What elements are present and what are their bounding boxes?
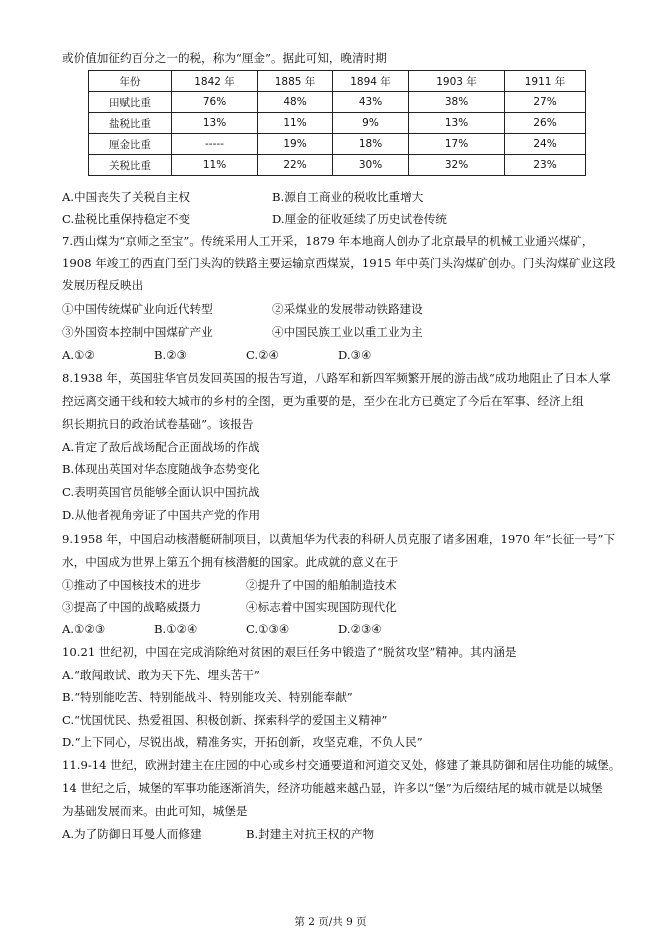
table-cell: 厘金比重 <box>89 134 172 155</box>
table-row <box>89 155 586 176</box>
q7-statement-3: ③外国资本控制中国煤矿产业 <box>62 325 213 339</box>
table-cell: 19% <box>258 134 333 155</box>
table-cell: 田赋比重 <box>89 92 172 113</box>
q9-option-a: A.①②③ <box>62 622 106 636</box>
q11-stem-line2: 14 世纪之后，城堡的军事功能逐渐消失，经济功能越来越凸显，许多以“堡”为后缀结尾的城市就是以城堡 <box>62 781 603 795</box>
table-cell: 盐税比重 <box>89 113 172 134</box>
intro-text: 或价值加征约百分之一的税，称为“厘金”。据此可知，晚清时期 <box>62 51 387 65</box>
q8-stem-line1: 8.1938 年，英国驻华官员发回英国的报告写道，八路军和新四军频繁开展的游击战“成功地阻止了日本人掌 <box>62 371 611 385</box>
table-cell: 17% <box>409 134 505 155</box>
q11-option-a: A.为了防御日耳曼人而修建 <box>62 827 202 841</box>
q11-stem-line1: 11.9-14 世纪，欧洲封建主在庄园的中心或乡村交通要道和河道交叉处，修建了兼具防御和居住功能的城堡。 <box>62 758 621 772</box>
q8-option-b: B.体现出英国对华态度随战争态势变化 <box>62 462 260 476</box>
q10-option-a: A.“敢闯敢试、敢为天下先、埋头苦干” <box>62 668 260 682</box>
q7-option-b: B.②③ <box>154 348 187 362</box>
q7-stem-line1: 7.西山煤为“京师之至宝”。传统采用人工开采，1879 年本地商人创办了北京最早的机械工业通兴煤矿， <box>62 234 594 248</box>
table-cell: 18% <box>333 134 409 155</box>
q8-option-d: D.从他者视角旁证了中国共产党的作用 <box>62 508 261 522</box>
table-header-cell: 1903 年 <box>409 71 505 92</box>
q9-option-c: C.①③④ <box>246 622 290 636</box>
q8-option-c: C.表明英国官员能够全面认识中国抗战 <box>62 485 260 499</box>
table-cell: 22% <box>258 155 333 176</box>
q10-option-c: C.“忧国忧民、热爱祖国、积极创新、探索科学的爱国主义精神” <box>62 713 388 727</box>
table-header-cell: 1894 年 <box>333 71 409 92</box>
table-cell: 13% <box>172 113 258 134</box>
table-cell: 9% <box>333 113 409 134</box>
q9-option-d: D.②③④ <box>338 622 382 636</box>
q8-stem-line2: 控远离交通干线和较大城市的乡村的全图，更为重要的是，至少在北方已奠定了今后在军事、经济上组 <box>62 394 584 408</box>
table-cell: ----- <box>172 134 258 155</box>
q7-option-d: D.③④ <box>338 348 372 362</box>
q7-statement-2: ②采煤业的发展带动铁路建设 <box>272 302 423 316</box>
table-cell: 11% <box>172 155 258 176</box>
page-number: 第 2 页/共 9 页 <box>294 916 367 928</box>
q11-stem-line3: 为基础发展而来。由此可知，城堡是 <box>62 804 248 818</box>
table-cell: 24% <box>505 134 586 155</box>
table-header-cell: 1885 年 <box>258 71 333 92</box>
table-cell: 48% <box>258 92 333 113</box>
table-header-cell: 年份 <box>89 71 172 92</box>
table-cell: 76% <box>172 92 258 113</box>
q7-stem-line2: 1908 年竣工的西直门至门头沟的铁路主要运输京西煤炭，1915 年中英门头沟煤矿创办。门头沟煤矿业这段 <box>62 256 616 270</box>
q9-statement-2: ②提升了中国的船舶制造技术 <box>246 578 397 592</box>
q7-option-c: C.②④ <box>246 348 279 362</box>
q6-option-b: B.源自工商业的税收比重增大 <box>272 190 424 204</box>
q6-option-d: D.厘金的征收延续了历史试卷传统 <box>272 212 447 226</box>
q7-stem-line3: 发展历程反映出 <box>62 278 144 292</box>
table-cell: 26% <box>505 113 586 134</box>
table-cell: 43% <box>333 92 409 113</box>
q6-option-c: C.盐税比重保持稳定不变 <box>62 212 191 226</box>
q9-statement-3: ③提高了中国的战略威摄力 <box>62 600 202 614</box>
q10-option-d: D.“上下同心，尽锐出战，精准务实，开拓创新，攻坚克难，不负人民” <box>62 735 423 749</box>
table-cell: 13% <box>409 113 505 134</box>
table-cell: 27% <box>505 92 586 113</box>
q7-option-a: A.①② <box>62 348 95 362</box>
table-header-cell: 1911 年 <box>505 71 586 92</box>
q9-stem-line2: 水，中国成为世界上第五个拥有核潜艇的国家。此成就的意义在于 <box>62 555 399 569</box>
table-row <box>89 113 586 134</box>
table-cell: 30% <box>333 155 409 176</box>
q11-option-b: B.封建主对抗王权的产物 <box>246 827 375 841</box>
table-cell: 23% <box>505 155 586 176</box>
q10-option-b: B.“特别能吃苦、特别能战斗、特别能攻关、特别能奉献” <box>62 690 353 704</box>
q10-stem: 10.21 世纪初，中国在完成消除绝对贫困的艰巨任务中锻造了“脱贫攻坚”精神。其内涵是 <box>62 645 517 659</box>
table-header-cell: 1842 年 <box>172 71 258 92</box>
q7-statement-4: ④中国民族工业以重工业为主 <box>272 325 423 339</box>
q8-option-a: A.肯定了敌后战场配合正面战场的作战 <box>62 440 260 454</box>
q7-statement-1: ①中国传统煤矿业向近代转型 <box>62 302 213 316</box>
q9-statement-1: ①推动了中国核技术的进步 <box>62 578 202 592</box>
q9-stem-line1: 9.1958 年，中国启动核潜艇研制项目，以黄旭华为代表的科研人员克服了诸多困难，1970 年“长征一号”下 <box>62 532 616 546</box>
tax-ratio-table <box>88 70 586 176</box>
q8-stem-line3: 织长期抗日的政治试卷基础”。该报告 <box>62 417 254 431</box>
q6-option-a: A.中国丧失了关税自主权 <box>62 190 190 204</box>
q9-option-b: B.①②④ <box>154 622 198 636</box>
table-cell: 32% <box>409 155 505 176</box>
table-row <box>89 134 586 155</box>
table-header-row <box>89 71 586 92</box>
q9-statement-4: ④标志着中国实现国防现代化 <box>246 600 397 614</box>
table-cell: 11% <box>258 113 333 134</box>
table-row <box>89 92 586 113</box>
table-cell: 38% <box>409 92 505 113</box>
table-cell: 关税比重 <box>89 155 172 176</box>
